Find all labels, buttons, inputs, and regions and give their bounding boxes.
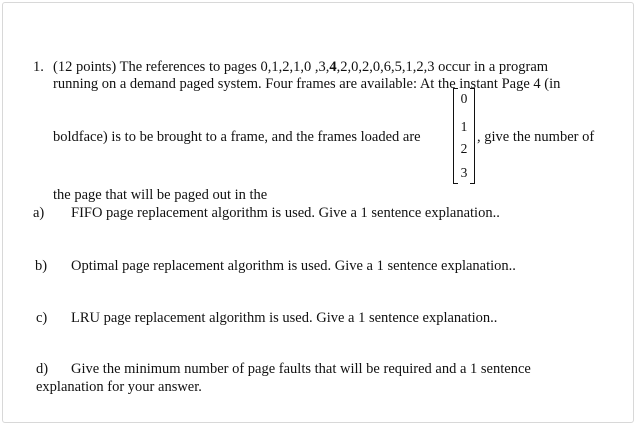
question-line-1-pre: (12 points) The references to pages 0,1,2,1,0 ,3, — [53, 59, 330, 75]
question-line-4: the page that will be paged out in the — [53, 187, 268, 203]
part-d-label: d) — [36, 361, 49, 377]
frame-value: 3 — [460, 165, 468, 180]
frame-value: 0 — [460, 91, 468, 106]
question-line-1 — [53, 59, 548, 76]
question-number: 1. — [33, 59, 44, 75]
part-a-label: a) — [33, 205, 45, 221]
bold-page-reference: 4 — [329, 59, 337, 75]
question-line-3-post: , give the number of — [477, 129, 595, 145]
part-d-text-2: explanation for your answer. — [36, 379, 202, 395]
part-c-label: c) — [36, 310, 48, 326]
question-line-3-pre: boldface) is to be brought to a frame, and the frames loaded are — [53, 129, 421, 145]
frames-matrix — [453, 88, 475, 184]
question-line-1-post: ,2,0,2,0,6,5,1,2,3 occur in a program — [336, 59, 549, 75]
part-a-text: FIFO page replacement algorithm is used. Give a 1 sentence explanation.. — [71, 205, 500, 221]
part-b-text: Optimal page replacement algorithm is used. Give a 1 sentence explanation.. — [71, 258, 516, 274]
frame-value: 1 — [460, 119, 468, 134]
part-c-text: LRU page replacement algorithm is used. Give a 1 sentence explanation.. — [71, 310, 498, 326]
question-line-2: running on a demand paged system. Four frames are available: At the instant Page 4 (in — [53, 76, 561, 92]
frame-value: 2 — [460, 141, 468, 156]
part-d-text: Give the minimum number of page faults that will be required and a 1 sentence — [71, 361, 531, 377]
part-b-label: b) — [35, 258, 48, 274]
